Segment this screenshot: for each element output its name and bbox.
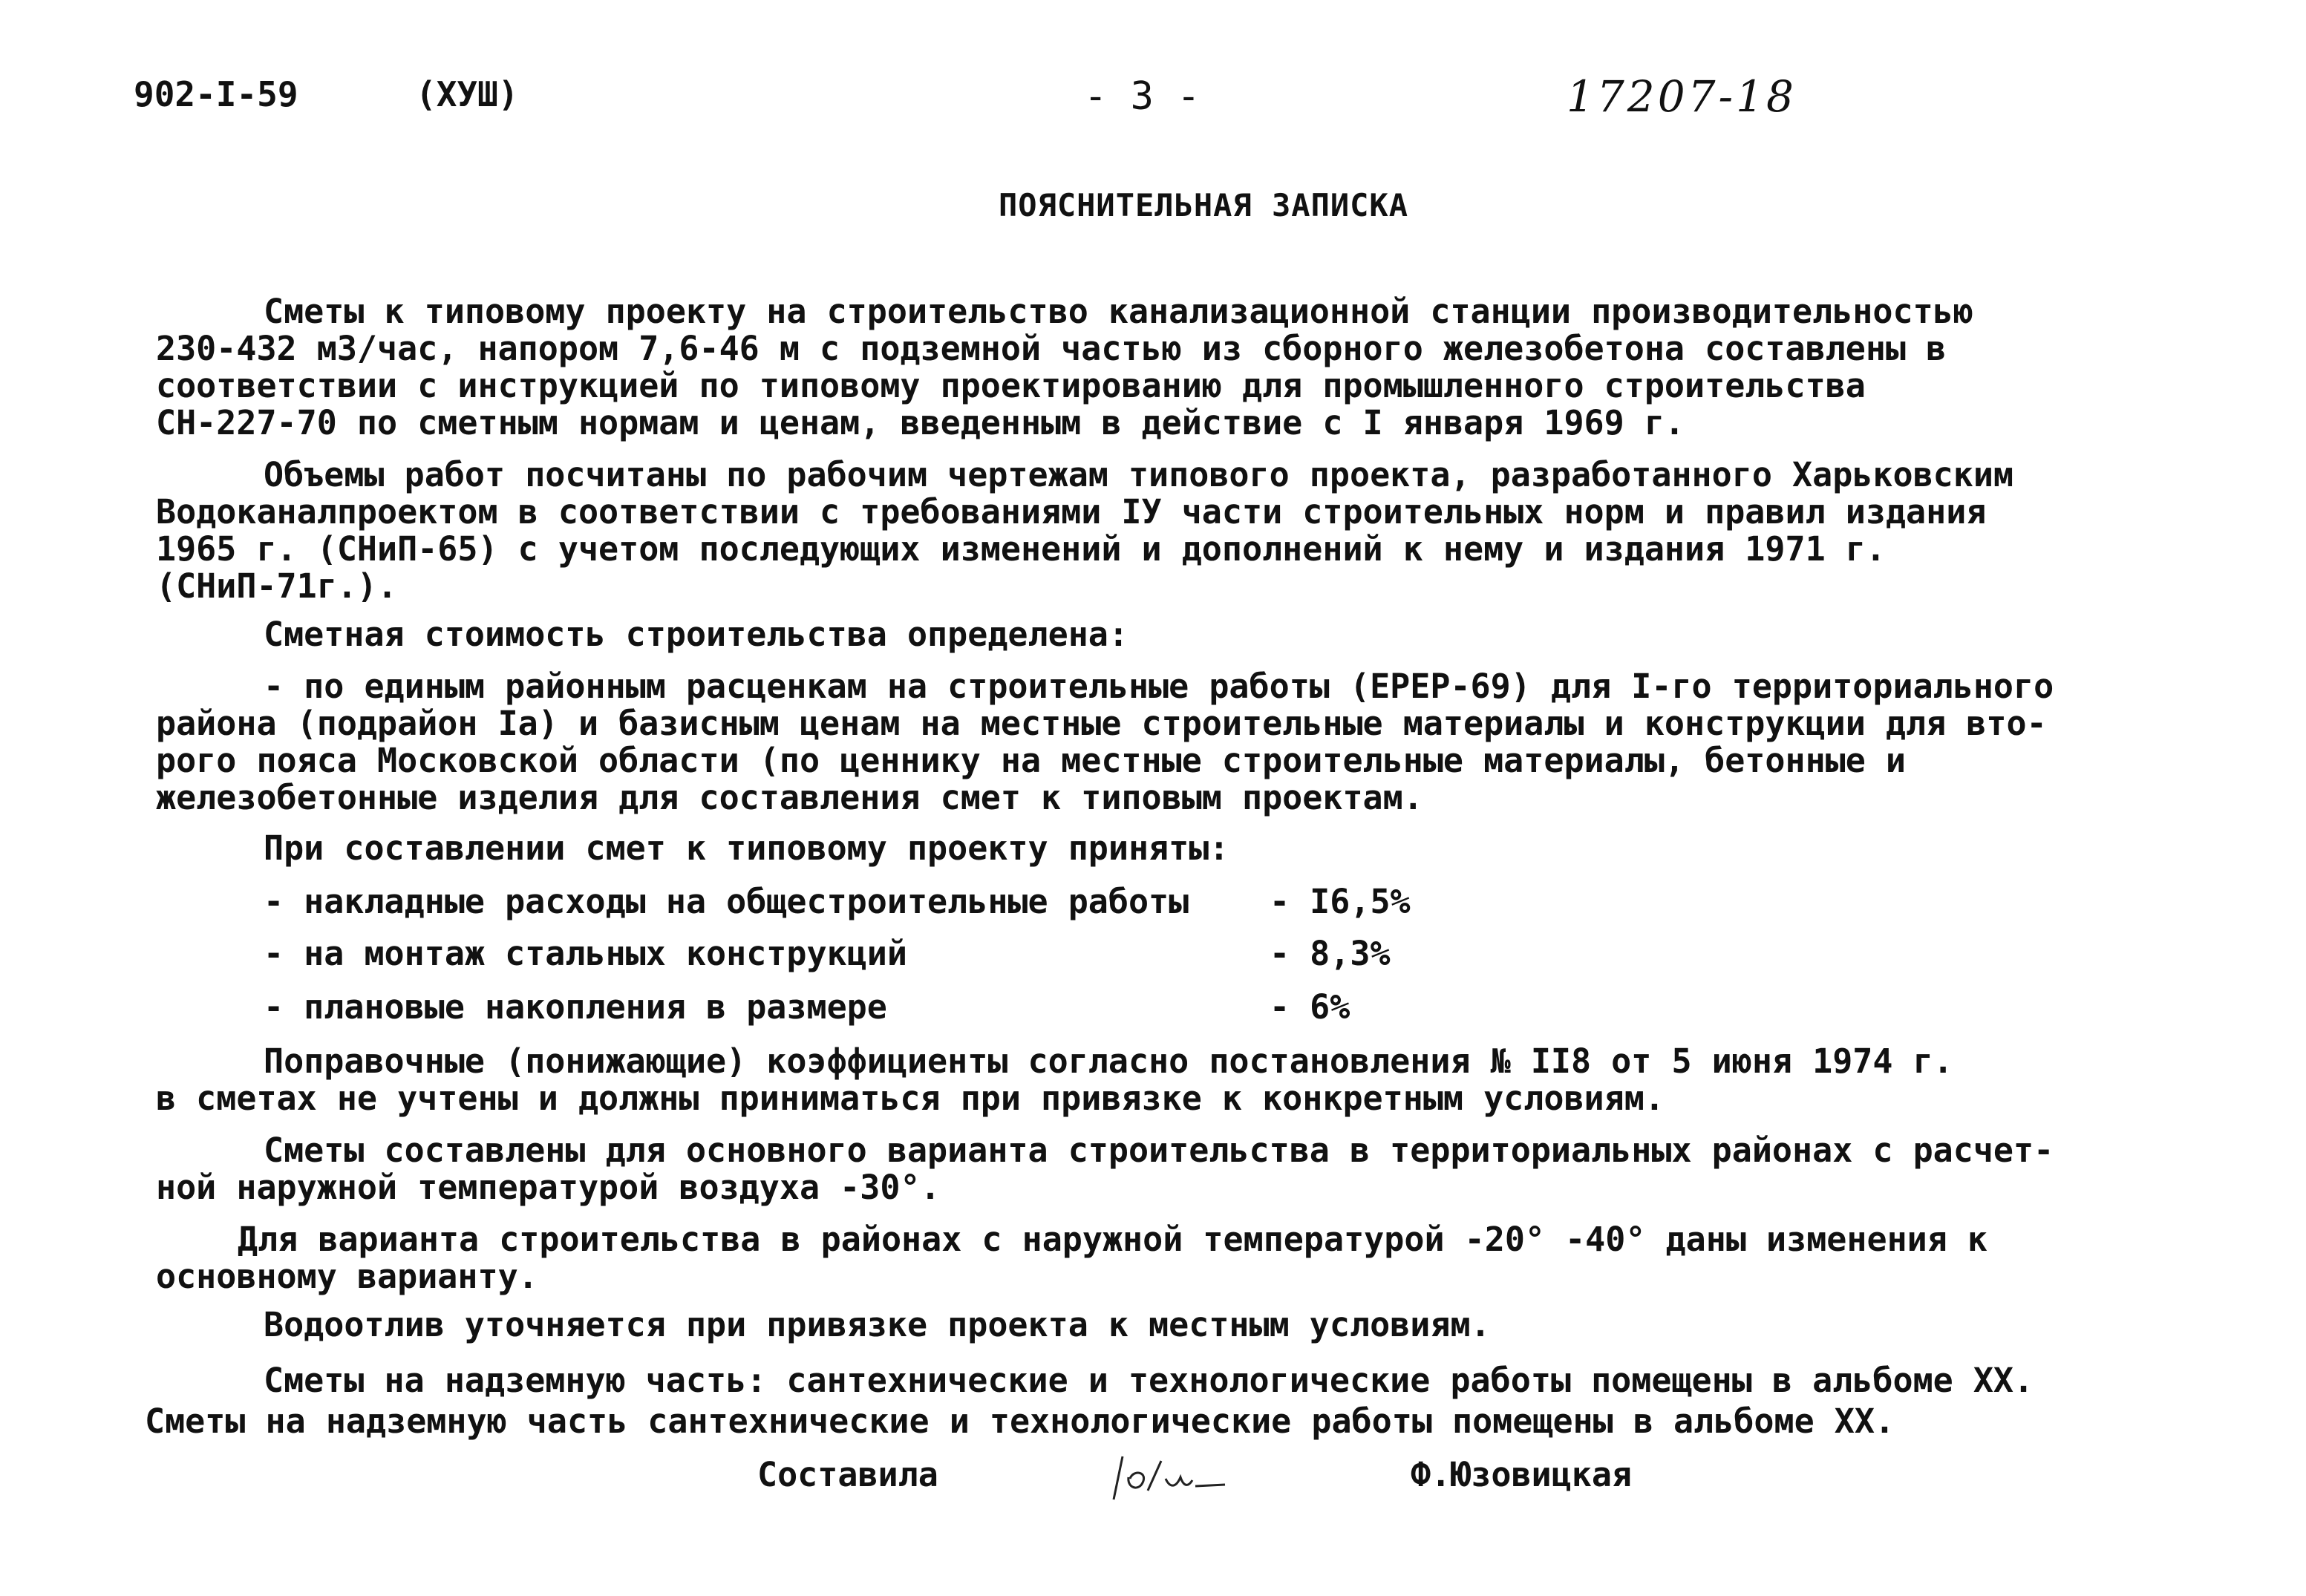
compiler-name: Ф.Юзовицкая <box>1411 1455 1633 1494</box>
handwritten-signature <box>1099 1448 1240 1507</box>
inventory-number: 17207-18 <box>1567 71 1797 122</box>
text-line: Для варианта строительства в районах с наружной температурой -20° -40° даны изменения к <box>238 1220 1988 1259</box>
text-line: - по единым районным расценкам на строительные работы (ЕРЕР-69) для I-го территориального <box>264 667 2054 706</box>
rate-value-overhead: - I6,5% <box>1270 882 1411 921</box>
document-title: ПОЯСНИТЕЛЬНАЯ ЗАПИСКА <box>999 187 1409 223</box>
album-number: (ХУШ) <box>416 74 519 114</box>
text-line: 1965 г. (СНиП-65) с учетом последующих изменений и дополнений к нему и издания 1971 г. <box>156 529 1886 569</box>
text-line: 230-432 м3/час, напором 7,6-46 м с подземной частью из сборного железобетона составлены в <box>156 329 1947 368</box>
text-line: (СНиП-71г.). <box>156 566 398 606</box>
compiled-by-label: Составила <box>757 1455 938 1494</box>
text-line: Водоканалпроектом в соответствии с требованиями IУ части строительных норм и правил издания <box>156 492 1987 532</box>
paragraph-drainage <box>156 1306 2205 1344</box>
paragraph-scope <box>156 293 2205 442</box>
paragraph-aboveground-typed <box>145 1403 2194 1440</box>
text-line: Водоотлив уточняется при привязке проекта к местным условиям. <box>264 1305 1491 1344</box>
text-line: Поправочные (понижающие) коэффициенты согласно постановления № II8 от 5 июня 1974 г. <box>264 1041 1953 1081</box>
rate-label-savings: - плановые накопления в размере <box>264 987 887 1027</box>
text-line: При составлении смет к типовому проекту приняты: <box>264 828 1229 868</box>
text-line: Сметы на надземную часть сантехнические и технологические работы помещены в альбоме ХХ. <box>145 1402 1895 1441</box>
paragraph-other-variants <box>156 1221 2205 1295</box>
rate-value-steel: - 8,3% <box>1270 934 1391 973</box>
paragraph-volumes <box>156 457 2205 605</box>
rate-value-savings: - 6% <box>1270 987 1350 1027</box>
text-line: Сметы на надземную часть: сантехнические и технологические работы помещены в альбоме ХХ. <box>264 1361 2034 1400</box>
text-line: соответствии с инструкцией по типовому проектированию для промышленного строительства <box>156 366 1866 405</box>
paragraph-accepted <box>156 830 2205 867</box>
text-line: Объемы работ посчитаны по рабочим чертежам типового проекта, разработанного Харьковским <box>264 455 2014 494</box>
rate-label-overhead: - накладные расходы на общестроительные работы <box>264 882 1189 921</box>
text-line: Сметы к типовому проекту на строительство канализационной станции производительностью <box>264 292 1973 331</box>
paragraph-cost-heading <box>156 616 2205 653</box>
paragraph-main-variant <box>156 1132 2205 1206</box>
document-code: 902-I-59 <box>134 74 298 114</box>
paragraph-coefficients <box>156 1043 2205 1117</box>
text-line: Сметы составлены для основного варианта строительства в территориальных районах с расчет- <box>264 1131 2054 1170</box>
paragraph-rates-basis <box>156 668 2205 817</box>
text-line: основному варианту. <box>156 1257 538 1296</box>
page-number: - 3 - <box>1084 74 1201 119</box>
rate-label-steel: - на монтаж стальных конструкций <box>264 934 907 973</box>
text-line: СН-227-70 по сметным нормам и ценам, введенным в действие с I января 1969 г. <box>156 403 1685 442</box>
text-line: ной наружной температурой воздуха -30°. <box>156 1168 941 1207</box>
text-line: рого пояса Московской области (по ценнику на местные строительные материалы, бетонные и <box>156 741 1907 780</box>
text-line: района (подрайон Iа) и базисным ценам на местные строительные материалы и конструкции для вто- <box>156 704 2047 743</box>
text-line: в сметах не учтены и должны приниматься при привязке к конкретным условиям. <box>156 1079 1665 1118</box>
text-line: железобетонные изделия для составления смет к типовым проектам. <box>156 778 1423 817</box>
paragraph-aboveground <box>156 1362 2205 1399</box>
text-line: Сметная стоимость строительства определена: <box>264 615 1128 654</box>
